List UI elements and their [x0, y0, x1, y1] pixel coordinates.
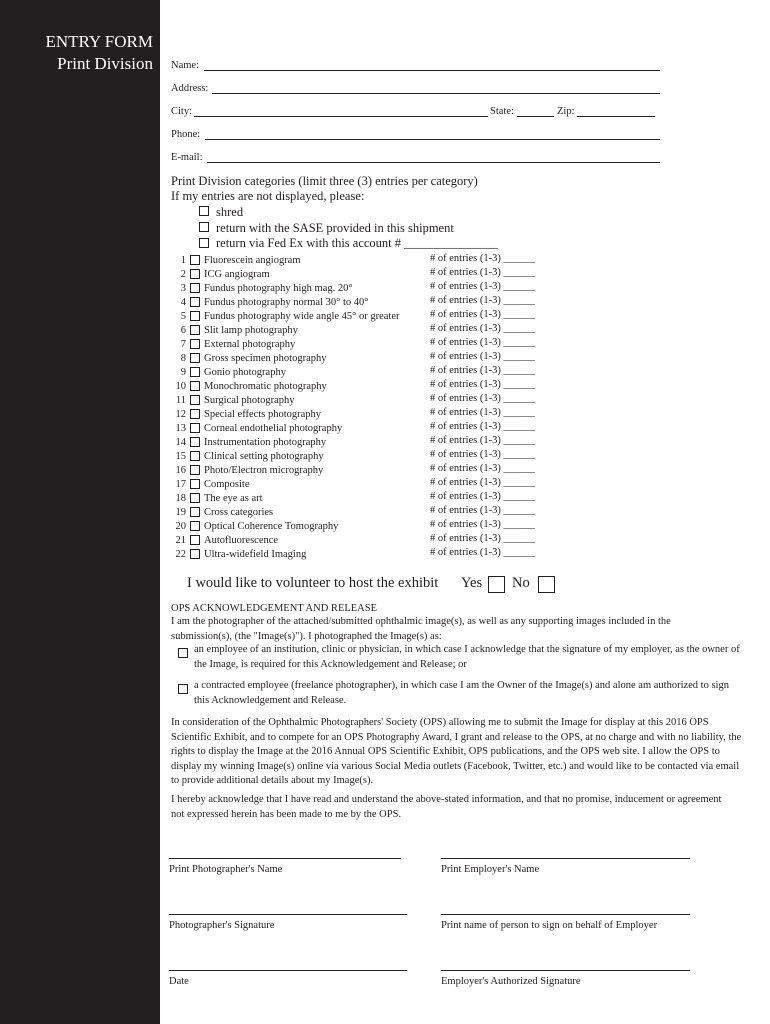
contracted-option-text: a contracted employee (freelance photographer), in which case I am the Owner of the Image(s) and alone am authorized to sign this Acknowledgement and Release. [194, 680, 729, 706]
entries-count-field[interactable]: # of entries (1-3) ______ [430, 253, 535, 264]
category-label: Ultra-widefield Imaging [204, 549, 307, 560]
entries-count-field[interactable]: # of entries (1-3) ______ [430, 449, 535, 460]
entries-count-field[interactable]: # of entries (1-3) ______ [430, 365, 535, 376]
volunteer-no-label: No [512, 575, 530, 591]
category-checkbox[interactable] [190, 311, 200, 321]
entries-count-field[interactable]: # of entries (1-3) ______ [430, 267, 535, 278]
category-checkbox[interactable] [190, 409, 200, 419]
shred-checkbox[interactable] [199, 206, 209, 216]
category-label: Fundus photography normal 30° to 40° [204, 297, 369, 308]
entries-count-field[interactable]: # of entries (1-3) ______ [430, 421, 535, 432]
date-line[interactable] [169, 970, 407, 971]
photographer-name-label: Print Photographer's Name [169, 864, 283, 875]
category-number: 15 [175, 451, 186, 462]
volunteer-yes-checkbox[interactable] [488, 576, 505, 593]
category-checkbox[interactable] [190, 283, 200, 293]
category-number: 5 [180, 311, 186, 322]
category-label: Cross categories [204, 507, 274, 518]
zip-field[interactable] [577, 116, 655, 117]
category-checkbox[interactable] [190, 325, 200, 335]
employer-name-line[interactable] [441, 858, 690, 859]
email-label: E-mail: [171, 152, 203, 163]
phone-label: Phone: [171, 129, 201, 140]
return-sase-label: return with the SASE provided in this shipment [216, 221, 454, 235]
photographer-signature-label: Photographer's Signature [169, 920, 275, 931]
employer-person-name-label: Print name of person to sign on behalf of Employer [441, 920, 658, 931]
entries-count-field[interactable]: # of entries (1-3) ______ [430, 407, 535, 418]
category-label: Autofluorescence [204, 535, 279, 546]
category-label: ICG angiogram [204, 269, 270, 280]
form-title: ENTRY FORM [45, 32, 153, 51]
shred-label: shred [216, 205, 244, 219]
category-label: Composite [204, 479, 250, 490]
category-label: The eye as art [204, 493, 263, 504]
category-number: 21 [175, 535, 186, 546]
acknowledge-paragraph: I hereby acknowledge that I have read and understand the above-stated information, and that no promise, inducement or agreement not expressed herein has been made to me by the OPS. [171, 794, 722, 820]
category-label: Photo/Electron micrography [204, 465, 324, 476]
category-number: 7 [180, 339, 186, 350]
name-field[interactable] [204, 70, 660, 71]
entries-count-field[interactable]: # of entries (1-3) ______ [430, 337, 535, 348]
category-number: 8 [180, 353, 186, 364]
return-fedex-label: return via Fed Ex with this account # _______________ [216, 236, 498, 250]
entries-count-field[interactable]: # of entries (1-3) ______ [430, 533, 535, 544]
category-checkbox[interactable] [190, 493, 200, 503]
address-field[interactable] [212, 93, 660, 94]
category-number: 16 [175, 465, 186, 476]
category-label: Surgical photography [204, 395, 295, 406]
category-label: Slit lamp photography [204, 325, 298, 336]
phone-field[interactable] [205, 139, 660, 140]
photographer-signature-line[interactable] [169, 914, 407, 915]
entries-count-field[interactable]: # of entries (1-3) ______ [430, 463, 535, 474]
category-number: 20 [175, 521, 186, 532]
category-number: 12 [175, 409, 186, 420]
entries-count-field[interactable]: # of entries (1-3) ______ [430, 393, 535, 404]
not-displayed-intro: If my entries are not displayed, please: [171, 189, 365, 203]
volunteer-no-checkbox[interactable] [538, 576, 555, 593]
ack-intro: I am the photographer of the attached/submitted ophthalmic image(s), as well as any supporting images included in the submission(s), (the "Image(s)"). I photographed the Image(s) as: [171, 616, 671, 642]
categories-intro: Print Division categories (limit three (3) entries per category) [171, 174, 478, 188]
entries-count-field[interactable]: # of entries (1-3) ______ [430, 351, 535, 362]
volunteer-question: I would like to volunteer to host the exhibit [187, 575, 439, 591]
category-checkbox[interactable] [190, 521, 200, 531]
email-field[interactable] [207, 162, 660, 163]
entries-count-field[interactable]: # of entries (1-3) ______ [430, 281, 535, 292]
category-number: 1 [180, 255, 186, 266]
category-checkbox[interactable] [190, 549, 200, 559]
category-checkbox[interactable] [190, 297, 200, 307]
entries-count-field[interactable]: # of entries (1-3) ______ [430, 309, 535, 320]
category-label: Fundus photography high mag. 20° [204, 283, 353, 294]
category-number: 17 [175, 479, 186, 490]
category-number: 10 [175, 381, 186, 392]
category-number: 9 [180, 367, 186, 378]
entries-count-field[interactable]: # of entries (1-3) ______ [430, 519, 535, 530]
category-number: 3 [180, 283, 186, 294]
date-label: Date [169, 976, 189, 987]
category-number: 2 [180, 269, 186, 280]
category-checkbox[interactable] [190, 367, 200, 377]
contracted-checkbox[interactable] [178, 684, 188, 694]
city-field[interactable] [194, 116, 488, 117]
category-checkbox[interactable] [190, 465, 200, 475]
entries-count-field[interactable]: # of entries (1-3) ______ [430, 295, 535, 306]
category-number: 18 [175, 493, 186, 504]
entries-count-field[interactable]: # of entries (1-3) ______ [430, 505, 535, 516]
category-label: Corneal endothelial photography [204, 423, 343, 434]
category-label: Gross specimen photography [204, 353, 327, 364]
entries-count-field[interactable]: # of entries (1-3) ______ [430, 477, 535, 488]
category-checkbox[interactable] [190, 353, 200, 363]
state-label: State: [490, 106, 514, 117]
category-number: 14 [175, 437, 186, 448]
category-checkbox[interactable] [190, 423, 200, 433]
category-checkbox[interactable] [190, 255, 200, 265]
category-label: Gonio photography [204, 367, 286, 378]
category-number: 11 [175, 395, 186, 406]
employee-checkbox[interactable] [178, 648, 188, 658]
entries-count-field[interactable]: # of entries (1-3) ______ [430, 379, 535, 390]
category-label: Optical Coherence Tomography [204, 521, 339, 532]
category-checkbox[interactable] [190, 269, 200, 279]
employee-option-text: an employee of an institution, clinic or physician, in which case I acknowledge that the signature of my employer, as the owner of the Image, is required for this Acknowledgement and Release; or [194, 644, 740, 670]
category-checkbox[interactable] [190, 451, 200, 461]
category-checkbox[interactable] [190, 395, 200, 405]
address-label: Address: [171, 83, 209, 94]
category-number: 4 [180, 297, 186, 308]
name-label: Name: [171, 60, 199, 71]
entries-count-field[interactable]: # of entries (1-3) ______ [430, 323, 535, 334]
volunteer-yes-label: Yes [461, 575, 483, 591]
category-checkbox[interactable] [190, 479, 200, 489]
category-label: Monochromatic photography [204, 381, 327, 392]
category-label: External photography [204, 339, 296, 350]
ack-heading: OPS ACKNOWLEDGEMENT AND RELEASE [171, 603, 378, 614]
category-checkbox[interactable] [190, 437, 200, 447]
employer-signature-label: Employer's Authorized Signature [441, 976, 581, 987]
category-label: Fluorescein angiogram [204, 255, 301, 266]
photographer-name-line[interactable] [169, 858, 401, 859]
consideration-paragraph: In consideration of the Ophthalmic Photographers' Society (OPS) allowing me to submit the Image for display at this 2016 OPS Scientific Exhibit, and to compete for an OPS Photography Award, I grant and release to the OPS, at no charge and with no liability, the rights to display the Image at the 2016 Annual OPS Scientific Exhibit, OPS publications, and the OPS web site. I allow the OPS to display my winning Image(s) online via various Social Media outlets (Facebook, Twitter, etc.) and would like to be contacted via email to provide additional details about my Image(s). [171, 717, 742, 787]
category-label: Clinical setting photography [204, 451, 324, 462]
category-checkbox[interactable] [190, 535, 200, 545]
category-checkbox[interactable] [190, 339, 200, 349]
category-checkbox[interactable] [190, 381, 200, 391]
state-field[interactable] [517, 116, 554, 117]
category-number: 13 [175, 423, 186, 434]
entries-count-field[interactable]: # of entries (1-3) ______ [430, 435, 535, 446]
entries-count-field[interactable]: # of entries (1-3) ______ [430, 491, 535, 502]
category-label: Special effects photography [204, 409, 322, 420]
category-label: Fundus photography wide angle 45° or greater [204, 311, 400, 322]
entries-count-field[interactable]: # of entries (1-3) ______ [430, 547, 535, 558]
employer-name-label: Print Employer's Name [441, 864, 540, 875]
form-subtitle: Print Division [57, 54, 153, 73]
category-checkbox[interactable] [190, 507, 200, 517]
city-label: City: [171, 106, 193, 117]
category-number: 19 [175, 507, 186, 518]
zip-label: Zip: [557, 106, 575, 117]
return-sase-checkbox[interactable] [199, 222, 209, 232]
category-number: 22 [175, 549, 186, 560]
category-label: Instrumentation photography [204, 437, 327, 448]
employer-signature-line[interactable] [441, 970, 690, 971]
return-fedex-checkbox[interactable] [199, 238, 209, 248]
category-number: 6 [180, 325, 186, 336]
employer-person-name-line[interactable] [441, 914, 690, 915]
